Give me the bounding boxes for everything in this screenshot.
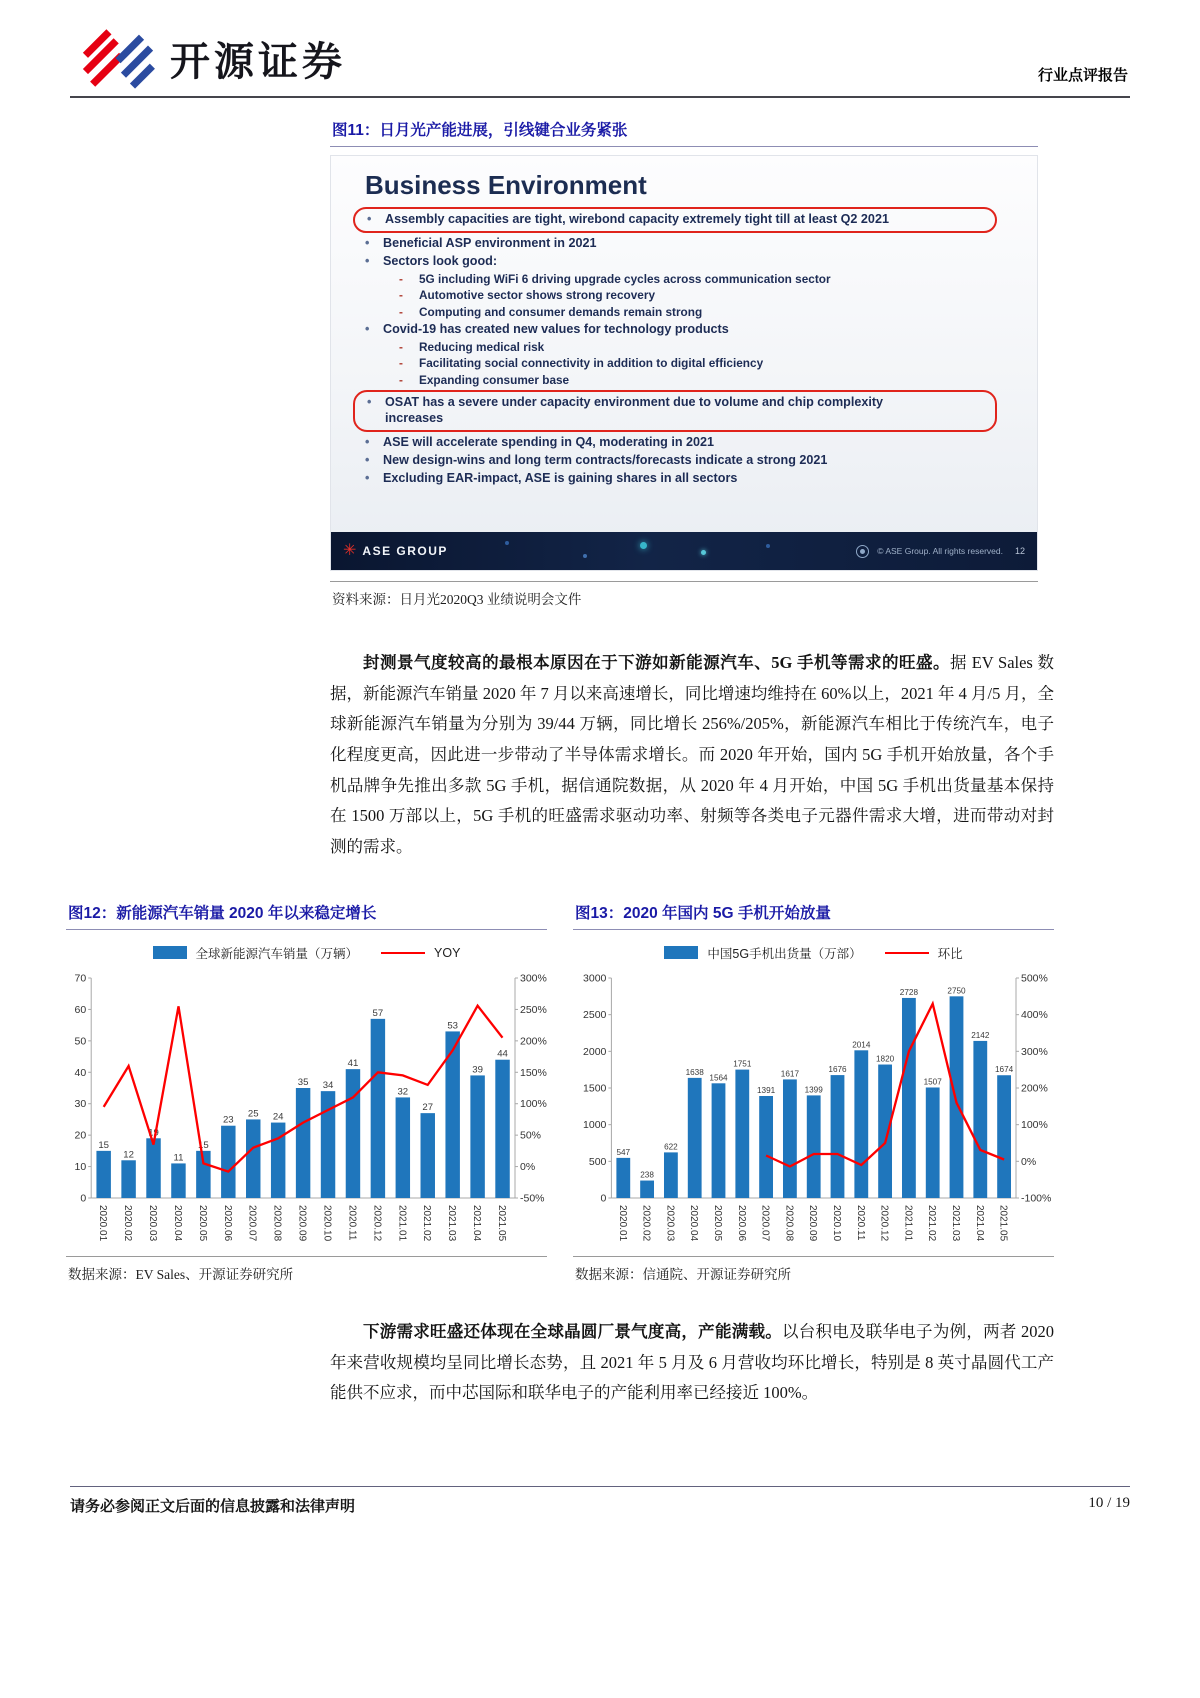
svg-text:2021.01: 2021.01 (396, 1204, 408, 1241)
target-icon (856, 545, 869, 558)
slide-copyright: © ASE Group. All rights reserved. (877, 546, 1003, 556)
slide-bullet (331, 254, 1023, 270)
paragraph-demand (330, 648, 1054, 863)
svg-text:2728: 2728 (899, 987, 919, 997)
5g-shipments-chart (573, 962, 1054, 1254)
svg-text:100%: 100% (1021, 1118, 1048, 1131)
svg-text:500: 500 (588, 1155, 607, 1168)
bullet-marker-icon: - (399, 356, 403, 371)
svg-text:-50%: -50% (520, 1192, 545, 1205)
bullet-marker-icon: • (365, 321, 370, 336)
svg-text:60: 60 (74, 1003, 87, 1016)
svg-text:2021.03: 2021.03 (950, 1204, 961, 1241)
figure-12-legend (66, 944, 547, 962)
svg-text:2020.05: 2020.05 (196, 1204, 208, 1241)
ev-sales-chart (66, 962, 547, 1254)
svg-text:1564: 1564 (709, 1073, 728, 1083)
bar-legend-label: 中国5G手机出货量（万部） (707, 946, 862, 961)
svg-text:24: 24 (272, 1111, 284, 1123)
svg-text:2021.02: 2021.02 (421, 1204, 433, 1241)
figure-13-source: 数据来源：信通院、开源证券研究所 (573, 1256, 1054, 1283)
bullet-text: Assembly capacities are tight, wirebond capacity extremely tight till at least Q2 2021 (385, 212, 889, 226)
svg-text:30: 30 (74, 1098, 87, 1111)
figure-11-title: 图11：日月光产能进展，引线键合业务紧张 (330, 114, 1038, 147)
bullet-marker-icon: - (399, 304, 403, 319)
slide-bullet (331, 373, 1023, 388)
svg-text:2021.05: 2021.05 (997, 1204, 1009, 1241)
svg-text:2014: 2014 (852, 1040, 871, 1050)
figure-11 (330, 114, 1038, 608)
svg-text:2021.05: 2021.05 (496, 1204, 508, 1241)
figure-12 (66, 897, 547, 1283)
slide-bullet (331, 340, 1023, 355)
svg-text:500%: 500% (1021, 972, 1048, 985)
svg-text:10: 10 (74, 1160, 87, 1173)
bar-legend-label: 全球新能源汽车销量（万辆） (195, 946, 359, 961)
bullet-text: Computing and consumer demands remain strong (419, 304, 703, 319)
slide-bullet (331, 435, 1023, 451)
svg-text:200%: 200% (1021, 1082, 1048, 1095)
page-footer (70, 1486, 1130, 1516)
bullet-text: Facilitating social connectivity in addition to digital efficiency (419, 356, 764, 371)
bullet-marker-icon: • (365, 235, 370, 250)
bullet-text: Reducing medical risk (419, 340, 545, 355)
svg-text:27: 27 (422, 1101, 434, 1113)
bullet-text: 5G including WiFi 6 driving upgrade cycles across communication sector (419, 272, 831, 287)
bars (616, 996, 1011, 1198)
bullet-marker-icon: • (367, 395, 372, 410)
svg-text:23: 23 (222, 1114, 234, 1126)
svg-text:57: 57 (372, 1007, 384, 1019)
svg-text:1820: 1820 (875, 1054, 895, 1064)
slide-bullet (331, 305, 1023, 320)
bullet-marker-icon: • (365, 434, 370, 449)
paragraph-wafer (330, 1317, 1054, 1409)
svg-text:0: 0 (600, 1192, 607, 1205)
line-legend-swatch (885, 952, 929, 954)
slide-bullet (331, 288, 1023, 303)
svg-text:400%: 400% (1021, 1008, 1048, 1021)
line-legend-swatch (381, 952, 425, 954)
svg-text:2020.10: 2020.10 (321, 1204, 333, 1241)
svg-text:12: 12 (123, 1149, 134, 1161)
svg-text:2750: 2750 (947, 986, 966, 996)
svg-text:0%: 0% (520, 1160, 536, 1173)
svg-text:2020.06: 2020.06 (735, 1204, 747, 1241)
svg-text:2142: 2142 (971, 1030, 990, 1040)
svg-text:32: 32 (397, 1086, 409, 1098)
svg-text:40: 40 (74, 1066, 87, 1079)
svg-text:2000: 2000 (583, 1045, 607, 1058)
svg-text:11: 11 (173, 1152, 184, 1164)
figure-13-legend (573, 944, 1054, 962)
slide-bullet (331, 272, 1023, 287)
footer-disclaimer: 请务必参阅正文后面的信息披露和法律声明 (70, 1499, 356, 1515)
ase-logo-icon: ✳ (343, 542, 357, 559)
slide-bullet (353, 207, 997, 233)
svg-text:3000: 3000 (583, 972, 607, 985)
svg-text:1507: 1507 (923, 1077, 942, 1087)
bullet-text: Beneficial ASP environment in 2021 (383, 235, 597, 250)
svg-text:2020.01: 2020.01 (97, 1204, 109, 1241)
svg-text:41: 41 (347, 1057, 359, 1069)
charts-row (66, 897, 1054, 1283)
svg-text:238: 238 (640, 1170, 654, 1180)
slide-bullet (331, 453, 1023, 469)
svg-text:2021.02: 2021.02 (926, 1204, 938, 1241)
slide-bullet (353, 390, 997, 431)
paragraph-demand-body: 据 EV Sales 数据，新能源汽车销量 2020 年 7 月以来高速增长，同比增速均维持在 60%以上，2021 年 4 月/5 月，全球新能源汽车销量为分别为 39/44 万辆，同比增长 256%/205%，新能源汽车相比于传统汽车，电子化程度更高，因此进一步带动了半导体需求增长。而 2020 年开始，国内 5G 手机开始放量，各个手机品牌争先推出多款 5G 手机，据信通院数据，从 2020 年 4 月开始，中国 5G 手机出货量基本保持在 1500 万部以上，5G 手机的旺盛需求驱动功率、射频等各类电子元器件需求大增，进而带动对封测的需求。 (330, 653, 1054, 857)
svg-text:34: 34 (322, 1079, 334, 1091)
svg-text:2020.09: 2020.09 (296, 1204, 308, 1241)
figure-12-source: 数据来源：EV Sales、开源证券研究所 (66, 1256, 547, 1283)
left-axis-labels (583, 972, 611, 1204)
svg-text:2021.01: 2021.01 (902, 1204, 914, 1241)
bullet-text: OSAT has a severe under capacity environment due to volume and chip complexity increases (385, 395, 884, 426)
slide-page-number: 12 (1014, 546, 1025, 556)
svg-text:2020.11: 2020.11 (854, 1204, 866, 1241)
bullet-marker-icon: • (365, 253, 370, 268)
svg-text:1676: 1676 (828, 1064, 847, 1074)
paragraph-wafer-body: 以台积电及联华电子为例，两者 2020 年来营收规模均呈同比增长态势，且 2021 年 5 月及 6 月营收均环比增长，特别是 8 英寸晶圆代工产能供不应求，而中芯国际和联华电子的产能利用率已经接近 100%。 (330, 1321, 1055, 1403)
svg-text:1617: 1617 (780, 1069, 800, 1079)
svg-text:2020.08: 2020.08 (783, 1204, 795, 1241)
svg-text:0%: 0% (1021, 1155, 1037, 1168)
svg-text:547: 547 (616, 1147, 631, 1157)
svg-text:25: 25 (247, 1108, 259, 1120)
svg-text:300%: 300% (520, 972, 547, 985)
svg-text:39: 39 (472, 1064, 483, 1076)
svg-text:2500: 2500 (583, 1008, 607, 1021)
slide-bullet-list (331, 207, 1023, 487)
svg-text:622: 622 (664, 1142, 678, 1152)
x-axis-labels (617, 1205, 1009, 1242)
svg-text:2020.04: 2020.04 (171, 1204, 183, 1241)
bullet-marker-icon: - (399, 340, 403, 355)
bullet-marker-icon: • (367, 212, 372, 226)
svg-text:2020.01: 2020.01 (616, 1204, 628, 1241)
svg-text:15: 15 (198, 1139, 209, 1151)
line-legend-label: 环比 (937, 946, 963, 961)
kaiyuan-logo-icon (80, 26, 156, 90)
left-axis-labels (75, 972, 92, 1204)
header (0, 0, 1200, 94)
network-decoration (448, 532, 856, 570)
svg-text:35: 35 (297, 1076, 309, 1088)
figure-11-source: 资料来源：日月光2020Q3 业绩说明会文件 (330, 581, 1038, 608)
svg-text:2020.04: 2020.04 (688, 1204, 700, 1241)
bullet-marker-icon: • (365, 471, 370, 486)
bullet-text: New design-wins and long term contracts/forecasts indicate a strong 2021 (383, 453, 828, 468)
svg-text:1500: 1500 (583, 1082, 607, 1095)
svg-text:2020.06: 2020.06 (221, 1204, 233, 1241)
bullet-marker-icon: • (365, 453, 370, 468)
slide-bullet (331, 322, 1023, 338)
svg-text:44: 44 (497, 1048, 508, 1060)
bullet-marker-icon: - (399, 372, 403, 387)
svg-text:2020.02: 2020.02 (122, 1204, 134, 1241)
svg-text:19: 19 (148, 1127, 159, 1139)
bars (96, 1019, 509, 1198)
svg-text:2020.03: 2020.03 (664, 1204, 676, 1241)
header-divider (70, 96, 1130, 98)
brand-name: 开源证券 (170, 39, 346, 84)
svg-text:300%: 300% (1021, 1045, 1048, 1058)
x-axis-labels (97, 1205, 507, 1242)
slide-bullet (331, 236, 1023, 252)
svg-text:2020.03: 2020.03 (147, 1204, 159, 1241)
svg-text:2020.07: 2020.07 (246, 1204, 258, 1241)
svg-text:1638: 1638 (685, 1067, 704, 1077)
svg-text:150%: 150% (520, 1066, 547, 1079)
bullet-text: Excluding EAR-impact, ASE is gaining shares in all sectors (383, 471, 738, 486)
svg-text:1674: 1674 (994, 1065, 1014, 1075)
bullet-text: Automotive sector shows strong recovery (419, 288, 656, 303)
figure-13-title: 图13：2020 年国内 5G 手机开始放量 (573, 897, 1054, 930)
figure-13 (573, 897, 1054, 1283)
slide-title: Business Environment (365, 170, 647, 200)
svg-text:0: 0 (80, 1192, 87, 1205)
svg-text:2020.11: 2020.11 (346, 1204, 358, 1241)
figure-12-title: 图12：新能源汽车销量 2020 年以来稳定增长 (66, 897, 547, 930)
svg-text:20: 20 (74, 1129, 87, 1142)
bar-legend-swatch (664, 946, 698, 959)
svg-text:2020.09: 2020.09 (807, 1204, 819, 1241)
bullet-text: Sectors look good: (383, 253, 498, 268)
paragraph-demand-lead: 封测景气度较高的最根本原因在于下游如新能源汽车、5G 手机等需求的旺盛。 (363, 653, 951, 672)
page-number: 10 / 19 (1088, 1495, 1130, 1511)
svg-text:70: 70 (74, 972, 87, 985)
svg-text:2021.04: 2021.04 (973, 1204, 985, 1241)
svg-text:2020.02: 2020.02 (640, 1204, 652, 1241)
svg-text:1751: 1751 (733, 1059, 752, 1069)
paragraph-wafer-lead: 下游需求旺盛还体现在全球晶圆厂景气度高，产能满载。 (363, 1321, 782, 1341)
svg-text:-100%: -100% (1021, 1192, 1052, 1205)
slide-footer-bar (331, 532, 1037, 570)
svg-text:2021.03: 2021.03 (446, 1204, 458, 1241)
svg-text:50: 50 (74, 1035, 87, 1048)
bullet-text: Expanding consumer base (419, 372, 570, 387)
svg-text:2020.08: 2020.08 (271, 1204, 283, 1241)
line-legend-label: YOY (434, 945, 461, 960)
bullet-text: Covid-19 has created new values for technology products (383, 321, 729, 336)
svg-text:2020.12: 2020.12 (878, 1204, 890, 1241)
bar-legend-swatch (153, 946, 187, 959)
slide-bullet (331, 471, 1023, 487)
svg-text:50%: 50% (520, 1129, 542, 1142)
ase-slide (330, 155, 1038, 571)
right-axis-labels (1016, 972, 1051, 1204)
svg-text:1399: 1399 (804, 1085, 823, 1095)
brand (80, 26, 346, 90)
svg-text:2020.12: 2020.12 (371, 1204, 383, 1241)
ase-brand-name: ASE GROUP (362, 544, 448, 558)
svg-text:250%: 250% (520, 1003, 547, 1016)
svg-text:2020.05: 2020.05 (712, 1204, 723, 1241)
svg-text:1391: 1391 (756, 1085, 776, 1095)
svg-text:100%: 100% (520, 1098, 547, 1111)
svg-text:2021.04: 2021.04 (471, 1204, 483, 1241)
svg-text:2020.10: 2020.10 (831, 1204, 842, 1241)
svg-text:2020.07: 2020.07 (759, 1204, 771, 1241)
bullet-marker-icon: - (399, 288, 403, 303)
svg-text:1000: 1000 (583, 1118, 607, 1131)
bullet-text: ASE will accelerate spending in Q4, moderating in 2021 (383, 434, 715, 449)
svg-text:53: 53 (447, 1020, 459, 1032)
svg-text:15: 15 (98, 1139, 110, 1151)
slide-bullet (331, 356, 1023, 371)
report-type-label: 行业点评报告 (1037, 67, 1128, 84)
right-axis-labels (515, 972, 547, 1204)
bullet-marker-icon: - (399, 272, 403, 287)
svg-text:200%: 200% (520, 1035, 547, 1048)
